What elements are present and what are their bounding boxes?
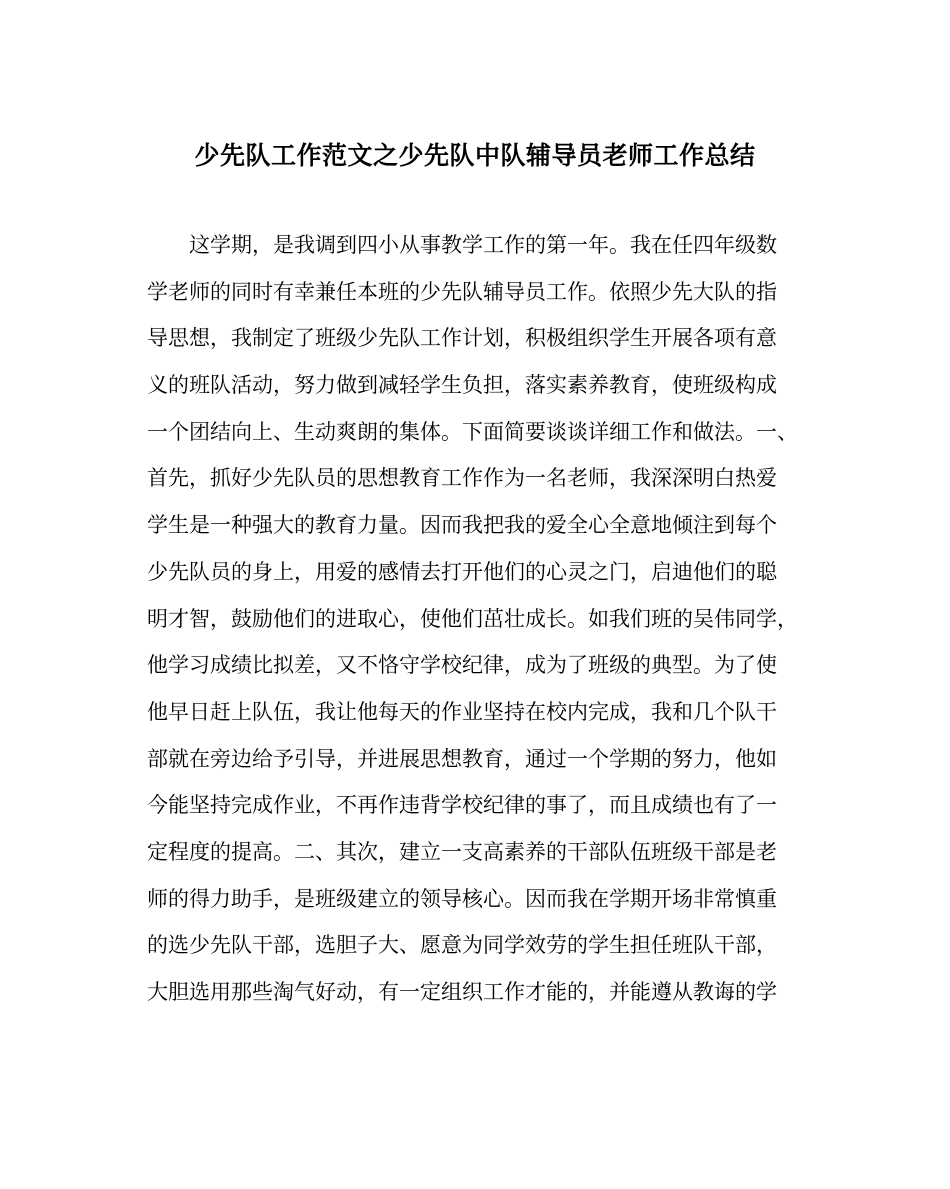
body-line: 今能坚持完成作业，不再作违背学校纪律的事了，而且成绩也有了一	[147, 793, 777, 818]
body-line: 师的得力助手，是班级建立的领导核心。因而我在学期开场非常慎重	[147, 886, 777, 911]
body-line: 义的班队活动，努力做到减轻学生负担，落实素养教育，使班级构成	[147, 373, 777, 398]
body-line: 少先队员的身上，用爱的感情去打开他们的心灵之门，启迪他们的聪	[147, 559, 777, 584]
body-line: 他早日赶上队伍，我让他每天的作业坚持在校内完成，我和几个队干	[147, 699, 777, 724]
body-line: 导思想，我制定了班级少先队工作计划，积极组织学生开展各项有意	[147, 326, 777, 351]
body-line: 大胆选用那些淘气好动，有一定组织工作才能的，并能遵从教诲的学	[147, 980, 777, 1004]
body-line: 定程度的提高。二、其次，建立一支高素养的干部队伍班级干部是老	[147, 839, 777, 864]
body-line: 一个团结向上、生动爽朗的集体。下面简要谈谈详细工作和做法。一、	[147, 419, 798, 444]
body-line: 部就在旁边给予引导，并进展思想教育，通过一个学期的努力，他如	[147, 746, 777, 771]
document-title: 少先队工作范文之少先队中队辅导员老师工作总结	[194, 141, 756, 170]
body-line: 的选少先队干部，选胆子大、愿意为同学效劳的学生担任班队干部，	[147, 933, 777, 958]
body-line: 首先，抓好少先队员的思想教育工作作为一名老师，我深深明白热爱	[147, 466, 777, 491]
body-line: 学生是一种强大的教育力量。因而我把我的爱全心全意地倾注到每个	[147, 513, 777, 538]
document-body	[147, 222, 807, 1016]
body-line: 这学期，是我调到四小从事教学工作的第一年。我在任四年级数	[189, 233, 777, 257]
body-line: 明才智，鼓励他们的进取心，使他们茁壮成长。如我们班的吴伟同学，	[147, 606, 798, 631]
body-line: 学老师的同时有幸兼任本班的少先队辅导员工作。依照少先大队的指	[147, 279, 777, 304]
body-line: 他学习成绩比拟差，又不恪守学校纪律，成为了班级的典型。为了使	[147, 653, 777, 678]
